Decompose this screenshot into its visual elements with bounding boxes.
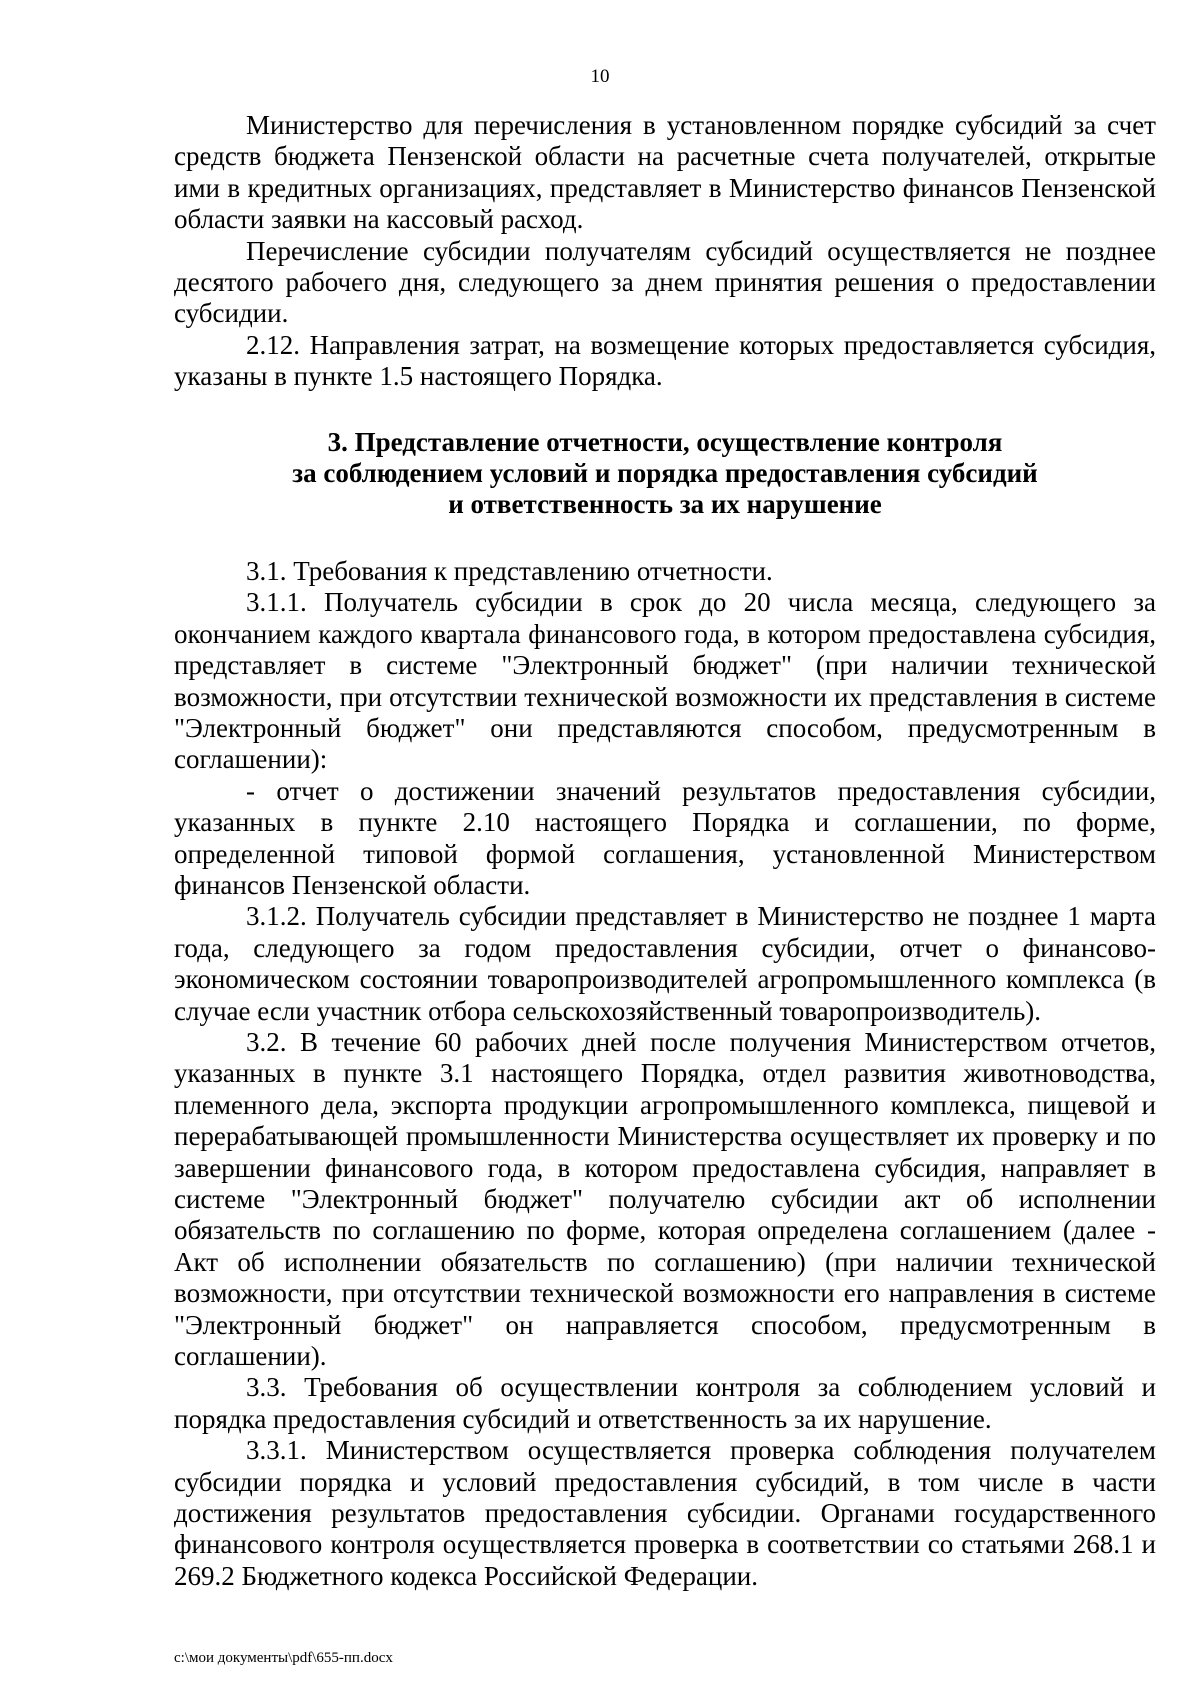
heading-line: за соблюдением условий и порядка предоставления субсидий	[292, 458, 1038, 489]
heading-line: и ответственность за их нарушение	[448, 489, 882, 520]
paragraph: 3.1. Требования к представлению отчетности.	[246, 555, 773, 586]
paragraph: 3.3.1. Министерством осуществляется проверка соблюдения получателем субсидии порядка и условий предоставления субсидий, в том числе в части достижения результатов предоставления субсидии. Органами государственного финансового контроля осуществляется проверка в соответствии со статьями 268.1 и 269.2 Бюджетного кодекса Российской Федерации.	[174, 1435, 1156, 1591]
section-heading	[174, 427, 1156, 521]
heading-line: 3. Представление отчетности, осуществление контроля	[327, 426, 1003, 457]
paragraph: 2.12. Направления затрат, на возмещение которых предоставляется субсидия, указаны в пункте 1.5 настоящего Порядка.	[174, 329, 1156, 392]
paragraph: - отчет о достижении значений результатов предоставления субсидии, указанных в пункте 2.10 настоящего Порядка и соглашении, по форме, определенной типовой формой соглашения, установленной Министерством финансов Пензенской области.	[174, 775, 1156, 900]
footer-file-path: c:\мои документы\pdf\655-пп.docx	[174, 1650, 393, 1666]
page-number: 10	[590, 66, 610, 87]
paragraph: 3.1.2. Получатель субсидии представляет в Министерство не позднее 1 марта года, следующего за годом предоставления субсидии, отчет о финансово-экономическом состоянии товаропроизводителей агропромышленного комплекса (в случае если участник отбора сельскохозяйственный товаропроизводитель).	[174, 901, 1156, 1026]
paragraph: 3.3. Требования об осуществлении контроля за соблюдением условий и порядка предоставления субсидий и ответственность за их нарушение.	[174, 1372, 1156, 1434]
paragraph: 3.1.1. Получатель субсидии в срок до 20 числа месяца, следующего за окончанием каждого квартала финансового года, в котором предоставлена субсидия, представляет в системе "Электронный бюджет" (при наличии технической возможности, при отсутствии технической возможности их представления в системе "Электронный бюджет" они представляются способом, предусмотренным в соглашении):	[174, 587, 1156, 775]
paragraph: Перечисление субсидии получателям субсидий осуществляется не позднее десятого рабочего дня, следующего за днем принятия решения о предоставлении субсидии.	[174, 235, 1156, 329]
document-body	[174, 110, 1156, 1592]
paragraph: Министерство для перечисления в установленном порядке субсидий за счет средств бюджета Пензенской области на расчетные счета получателей, открытые ими в кредитных организациях, представляет в Министерство финансов Пензенской области заявки на кассовый расход.	[174, 110, 1156, 235]
paragraph: 3.2. В течение 60 рабочих дней после получения Министерством отчетов, указанных в пункте 3.1 настоящего Порядка, отдел развития животноводства, племенного дела, экспорта продукции агропромышленного комплекса, пищевой и перерабатывающей промышленности Министерства осуществляет их проверку и по завершении финансового года, в котором предоставлена субсидия, направляет в системе "Электронный бюджет" получателю субсидии акт об исполнении обязательств по соглашению по форме, которая определена соглашением (далее - Акт об исполнении обязательств по соглашению) (при наличии технической возможности, при отсутствии технической возможности его направления в системе "Электронный бюджет" он направляется способом, предусмотренным в соглашении).	[174, 1026, 1156, 1372]
